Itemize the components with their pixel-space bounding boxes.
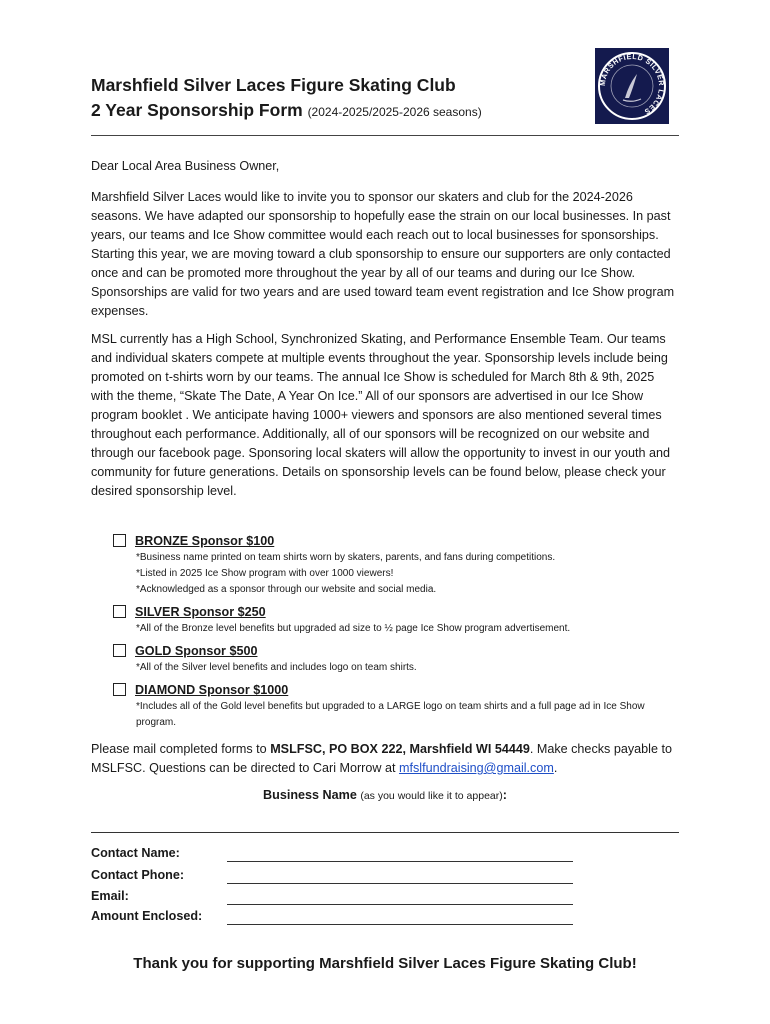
email-field[interactable] [227,904,573,905]
level-gold [113,641,683,676]
amount-enclosed-label: Amount Enclosed: [91,909,203,923]
level-silver [113,602,683,637]
level-bronze [113,531,683,598]
level-gold-title: GOLD Sponsor $500 [135,643,258,658]
level-gold-details [136,660,683,676]
amount-enclosed-field[interactable] [227,924,573,925]
level-detail: *Acknowledged as a sponsor through our website and social media. [136,584,437,595]
level-silver-header [113,602,683,621]
level-diamond-title: DIAMOND Sponsor $1000 [135,682,289,697]
level-diamond-details [136,699,683,731]
contact-name-field[interactable] [227,861,573,862]
level-detail: *Business name printed on team shirts worn by skaters, parents, and fans during competitions. [136,552,556,563]
level-detail: *Listed in 2025 Ice Show program with over 1000 viewers! [136,568,394,579]
details-paragraph: MSL currently has a High School, Synchronized Skating, and Performance Ensemble Team. Our teams and individual skaters compete at multiple events throughout the year. Sponsorship levels include being promoted on t-shirts worn by our teams. The annual Ice Show is scheduled for March 8th & 9th, 2025 with the theme, “Skate The Date, A Year On Ice.” All of our sponsors are advertised in our Ice Show program booklet . We anticipate having 1000+ viewers and sponsors are also mentioned several times throughout each performance. Additionally, all of our sponsors will be recognized on our website and through our facebook page. Sponsoring local skaters will allow the opportunity to invest in our youth and community for future generations. Details on sponsorship levels can be found below, please check your desired sponsorship level. [91,332,670,498]
form-subtitle [91,100,482,121]
level-diamond [113,680,683,731]
level-detail: *Includes all of the Gold level benefits but upgraded to a LARGE logo on team shirts and a full page ad in Ice Show program. [136,701,645,728]
business-name-title: Business Name [263,788,357,802]
mail-middle: . Make checks payable to MSLFSC. Questions can be directed to Cari Morrow at [91,742,672,775]
form-seasons: (2024-2025/2025-2026 seasons) [307,105,482,119]
mail-prefix: Please mail completed forms to [91,742,271,756]
diamond-checkbox[interactable] [113,683,126,696]
thank-you-message: Thank you for supporting Marshfield Silver Laces Figure Skating Club! [133,955,637,972]
level-diamond-header [113,680,683,699]
level-silver-title: SILVER Sponsor $250 [135,604,266,619]
business-name-note: (as you would like it to appear) [360,790,503,802]
contact-name-label: Contact Name: [91,846,180,860]
form-title: Marshfield Silver Laces Figure Skating Club [91,75,456,95]
silver-checkbox[interactable] [113,605,126,618]
business-name-label [0,788,770,802]
contact-phone-field[interactable] [227,883,573,884]
mail-instructions [91,740,681,778]
level-bronze-header [113,531,683,550]
header-divider [91,135,679,136]
bronze-checkbox[interactable] [113,534,126,547]
contact-phone-label: Contact Phone: [91,868,185,882]
sponsorship-levels [113,531,683,735]
form-subtitle-text: 2 Year Sponsorship Form [91,100,303,120]
level-detail: *All of the Silver level benefits and includes logo on team shirts. [136,662,417,673]
intro-paragraph: Marshfield Silver Laces would like to invite you to sponsor our skaters and club for the 2024-2026 seasons. We have adapted our sponsorship to hopefully ease the strain on our local businesses. In past years, our teams and Ice Show committee would each reach out to local businesses for sponsorships. Starting this year, we are moving toward a club sponsorship to ensure our supporters are only contacted once and can be promoted more throughout the year by all of our teams and during our Ice Show. Sponsorships are valid for two years and are used toward team event registration and Ice Show program expenses. [91,190,675,318]
business-name-field[interactable] [91,832,679,833]
level-bronze-details [136,550,683,598]
level-silver-details [136,621,683,637]
business-name-colon: : [502,788,507,802]
email-label: Email: [91,889,129,903]
level-detail: *All of the Bronze level benefits but upgraded ad size to ½ page Ice Show program advertisement. [136,623,571,634]
salutation: Dear Local Area Business Owner, [91,159,280,173]
gold-checkbox[interactable] [113,644,126,657]
contact-email-link[interactable]: mfslfundraising@gmail.com [398,761,554,775]
level-gold-header [113,641,683,660]
logo-lettering-path: MARSHFIELD SILVER LACES [597,51,667,117]
level-bronze-title: BRONZE Sponsor $100 [135,533,275,548]
mail-suffix: . [553,761,558,775]
mail-address: MSLFSC, PO BOX 222, Marshfield WI 54449 [270,742,530,756]
club-logo [595,48,669,124]
